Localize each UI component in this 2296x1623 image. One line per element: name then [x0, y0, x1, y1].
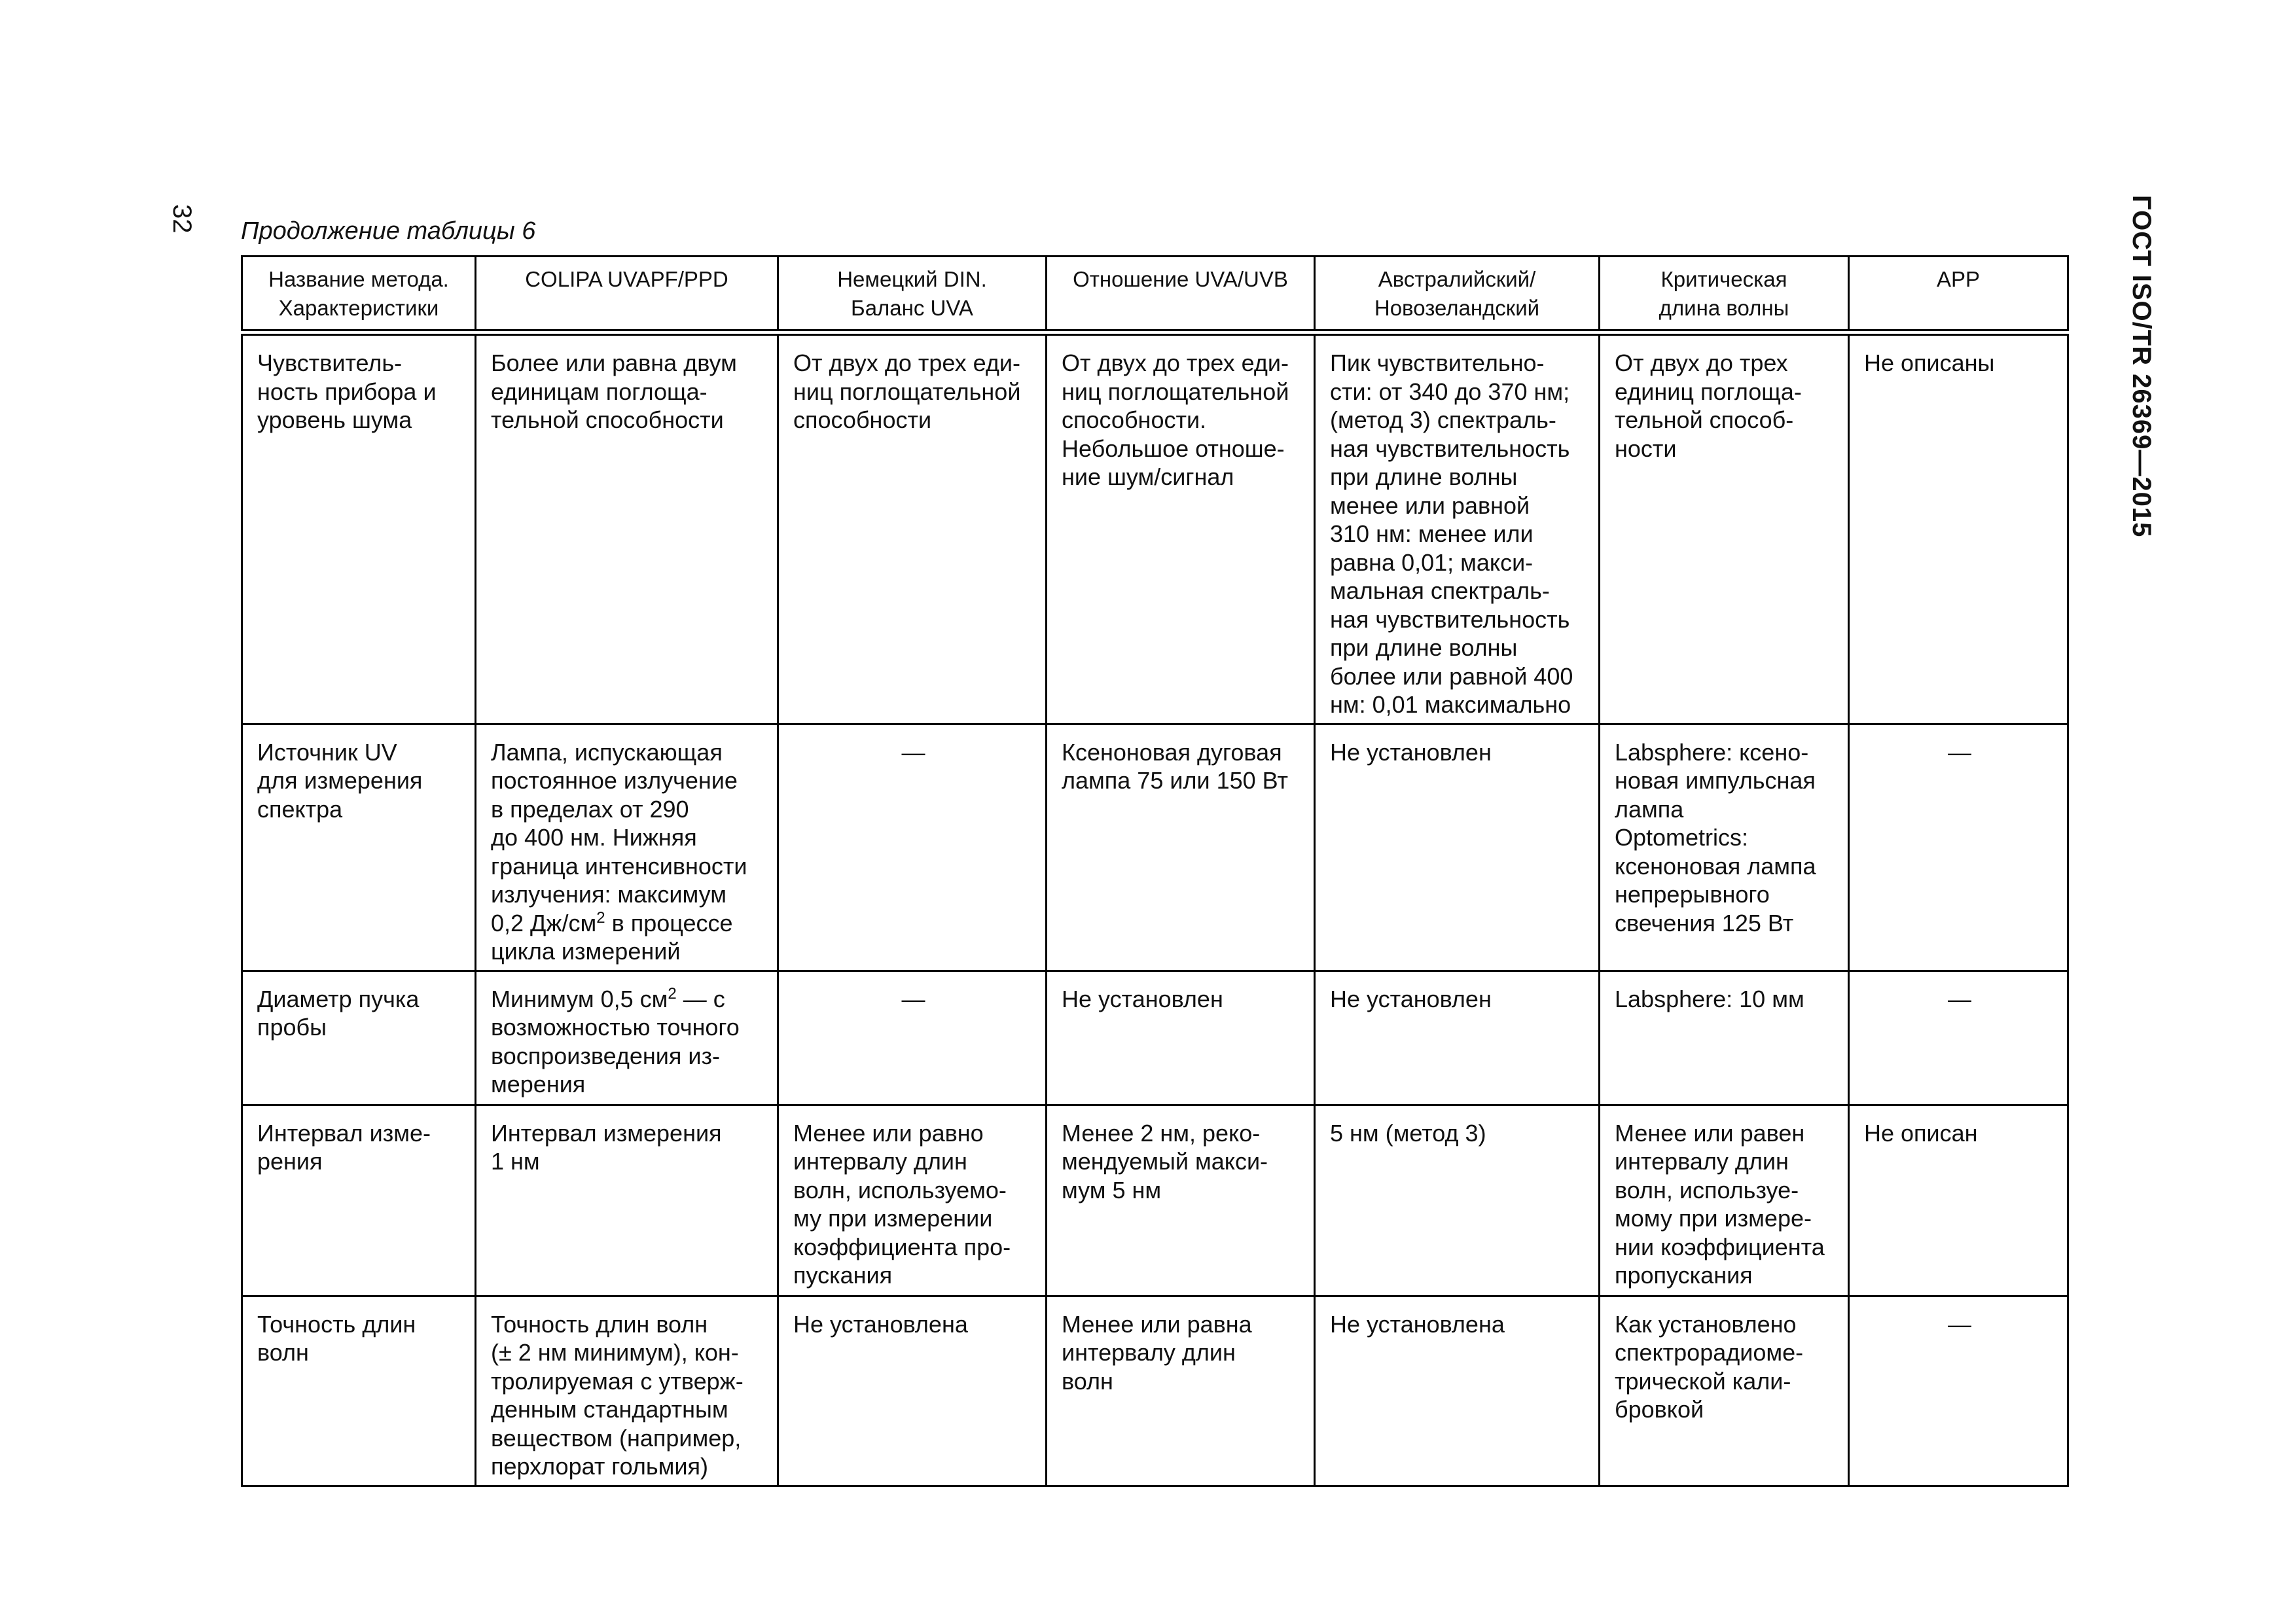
table-cell: От двух до трех единиц поглоща- тельной способ- ности	[1600, 332, 1849, 724]
table-row	[242, 332, 2068, 724]
table-cell: —	[1849, 1296, 2068, 1486]
table-cell: Чувствитель- ность прибора и уровень шума	[242, 332, 476, 724]
table-cell: Labsphere: 10 мм	[1600, 971, 1849, 1105]
table-row	[242, 1105, 2068, 1296]
table-cell: Пик чувствительно- сти: от 340 до 370 нм; (метод 3) спектраль- ная чувствительность при длине волны менее или равной 310 нм: менее или равна 0,01; макси- мальная спектраль- ная чувствительность при длине волны более или равной 400 нм: 0,01 максимально	[1315, 332, 1600, 724]
table-cell: От двух до трех еди- ниц поглощательной способности	[778, 332, 1047, 724]
table-cell: Точность длин волн (± 2 нм минимум), кон- тролируемая с утверж- денным стандартным веществом (например, перхлорат гольмия)	[476, 1296, 778, 1486]
table-cell: Ксеноновая дуговая лампа 75 или 150 Вт	[1047, 724, 1315, 971]
table-cell: —	[1849, 724, 2068, 971]
column-header: Австралийский/ Новозеландский	[1315, 257, 1600, 333]
column-header: APP	[1849, 257, 2068, 333]
table-row	[242, 971, 2068, 1105]
table-cell: Менее или равен интервалу длин волн, используе- мому при измере- нии коэффициента пропускания	[1600, 1105, 1849, 1296]
table-cell: Диаметр пучка пробы	[242, 971, 476, 1105]
document-code: ГОСТ ISO/TR 26369—2015	[2127, 195, 2156, 538]
table-cell: Интервал измерения 1 нм	[476, 1105, 778, 1296]
table-cell: Не установлена	[778, 1296, 1047, 1486]
table-cell: Менее или равно интервалу длин волн, используемо- му при измерении коэффициента про- пускания	[778, 1105, 1047, 1296]
table-cell: Более или равна двум единицам поглоща- тельной способности	[476, 332, 778, 724]
table-cell: Менее 2 нм, реко- мендуемый макси- мум 5 нм	[1047, 1105, 1315, 1296]
table-cell: 5 нм (метод 3)	[1315, 1105, 1600, 1296]
table-cell: Не описаны	[1849, 332, 2068, 724]
table-row	[242, 724, 2068, 971]
column-header: Немецкий DIN. Баланс UVA	[778, 257, 1047, 333]
table-cell: Не установлен	[1315, 971, 1600, 1105]
table-cell: Минимум 0,5 $см^2$ — с возможностью точного воспроизведения из- мерения	[476, 971, 778, 1105]
table-cell: Не установлен	[1315, 724, 1600, 971]
table-cell: Не установлена	[1315, 1296, 1600, 1486]
table-row	[242, 1296, 2068, 1486]
table-cell: Источник UV для измерения спектра	[242, 724, 476, 971]
table-cell: Лампа, испускающая постоянное излучение в пределах от 290 до 400 нм. Нижняя граница интенсивности излучения: максимум 0,2 $Дж/см^2$ в процессе цикла измерений	[476, 724, 778, 971]
column-header: Название метода. Характеристики	[242, 257, 476, 333]
table-cell: —	[778, 724, 1047, 971]
table-cell: Не установлен	[1047, 971, 1315, 1105]
table-cell: —	[778, 971, 1047, 1105]
table-cell: Labsphere: ксено- новая импульсная лампа Optometrics: ксеноновая лампа непрерывного свечения 125 Вт	[1600, 724, 1849, 971]
page-number: 32	[168, 204, 196, 234]
column-header: Критическая длина волны	[1600, 257, 1849, 333]
table-cell: Интервал изме- рения	[242, 1105, 476, 1296]
column-header: COLIPA UVAPF/PPD	[476, 257, 778, 333]
column-header: Отношение UVA/UVB	[1047, 257, 1315, 333]
table-cell: От двух до трех еди- ниц поглощательной способности. Небольшое отноше- ние шум/сигнал	[1047, 332, 1315, 724]
table-cell: Менее или равна интервалу длин волн	[1047, 1296, 1315, 1486]
table-caption: Продолжение таблицы 6	[241, 217, 536, 245]
comparison-table	[241, 255, 2069, 1487]
table-cell: Как установлено спектрорадиоме- трической кали- бровкой	[1600, 1296, 1849, 1486]
table-cell: Не описан	[1849, 1105, 2068, 1296]
table-cell: —	[1849, 971, 2068, 1105]
table-cell: Точность длин волн	[242, 1296, 476, 1486]
table-header-row	[242, 257, 2068, 333]
